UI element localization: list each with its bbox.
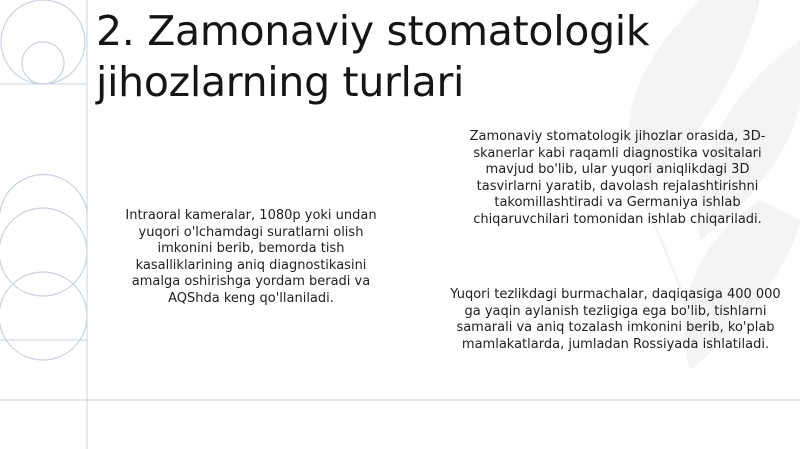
decorative-circles — [0, 0, 87, 360]
slide-title: 2. Zamonaviy stomatologik jihozlarning turlari — [96, 7, 650, 106]
paragraph-high-speed-drills: Yuqori tezlikdagi burmachalar, daqiqasiga 400 000 ga yaqin aylanish tezligiga ega bo'lib, tishlarni samarali va aniq tozalash imkonini berib, ko'plab mamlakatlarda, jumladan Rossiyada ishlatiladi. — [450, 287, 781, 352]
paragraph-intraoral-cameras: Intraoral kameralar, 1080p yoki undan yuqori o'lchamdagi suratlarni olish imkonini berib, bemorda tish kasalliklarining aniq diagnostikasini amalga oshirishga yordam beradi va AQShda keng qo'llaniladi. — [125, 208, 377, 306]
paragraph-3d-scanners: Zamonaviy stomatologik jihozlar orasida, 3D-skanerlar kabi raqamli diagnostika vositalari mavjud bo'lib, ular yuqori aniqlikdagi 3D tasvirlarni yaratib, davolash rejalashtirishni takomillashtiradi va Germaniya ishlab chiqaruvchilari tomonidan ishlab chiqariladi. — [469, 129, 766, 227]
